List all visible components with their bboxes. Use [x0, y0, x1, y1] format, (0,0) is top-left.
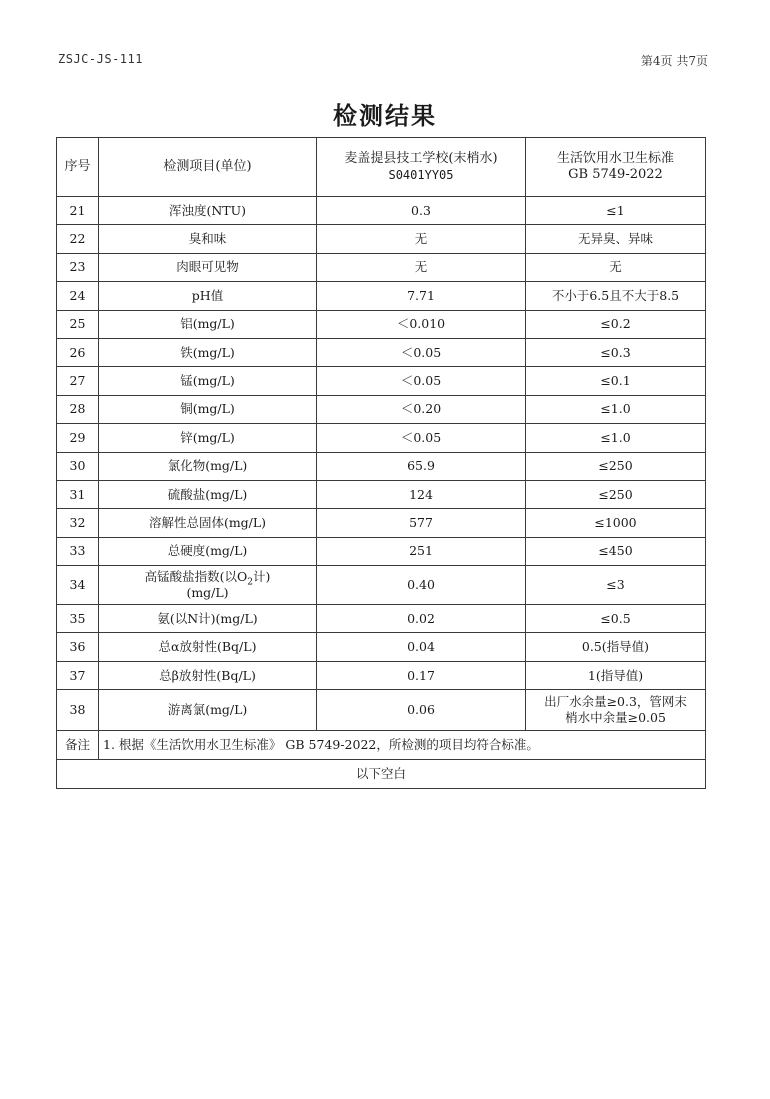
- row-item: 铝(mg/L): [99, 310, 317, 338]
- row-no: 36: [57, 633, 99, 661]
- header-sample-name: 麦盖提县技工学校(末梢水): [344, 151, 498, 166]
- table-row: [57, 566, 706, 605]
- row-no: 26: [57, 338, 99, 366]
- row-limit: ≤1000: [526, 509, 706, 537]
- row-item: 肉眼可见物: [99, 253, 317, 281]
- table-row: [57, 367, 706, 395]
- row-result: 7.71: [317, 282, 526, 310]
- row-item: 游离氯(mg/L): [99, 690, 317, 731]
- row-result: ＜0.05: [317, 367, 526, 395]
- row-no: 27: [57, 367, 99, 395]
- row-limit: 无: [526, 253, 706, 281]
- row-limit: ≤3: [526, 566, 706, 605]
- header-standard: [526, 138, 706, 197]
- row-limit: ≤250: [526, 452, 706, 480]
- row-result: 65.9: [317, 452, 526, 480]
- row-limit-line2: 梢水中余量≥0.05: [565, 710, 666, 726]
- document-code: ZSJC-JS-111: [58, 52, 143, 66]
- row-result: 0.3: [317, 197, 526, 225]
- remarks-text: 1. 根据《生活饮用水卫生标准》 GB 5749-2022，所检测的项目均符合标准。: [99, 731, 706, 760]
- header-standard-code: GB 5749-2022: [568, 167, 663, 182]
- header-sample-id: S0401YY05: [388, 168, 454, 182]
- row-limit: 不小于6.5且不大于8.5: [526, 282, 706, 310]
- row-item: 铜(mg/L): [99, 395, 317, 423]
- row-item: 硫酸盐(mg/L): [99, 480, 317, 508]
- row-limit: ≤250: [526, 480, 706, 508]
- row-no: 32: [57, 509, 99, 537]
- table-row: [57, 338, 706, 366]
- row-limit: ≤0.3: [526, 338, 706, 366]
- row-result: 0.06: [317, 690, 526, 731]
- table-row: [57, 424, 706, 452]
- table-row: [57, 225, 706, 253]
- table-row: [57, 605, 706, 633]
- row-no: 35: [57, 605, 99, 633]
- row-item: 锰(mg/L): [99, 367, 317, 395]
- table-row: [57, 310, 706, 338]
- row-limit: ≤0.2: [526, 310, 706, 338]
- blank-note-row: [57, 760, 706, 789]
- row-limit: 无异臭、异味: [526, 225, 706, 253]
- table-header-row: [57, 138, 706, 197]
- row-limit: ≤0.5: [526, 605, 706, 633]
- row-no: 34: [57, 566, 99, 605]
- row-item: 总硬度(mg/L): [99, 537, 317, 565]
- table-row: [57, 690, 706, 731]
- header-item: 检测项目(单位): [99, 138, 317, 197]
- row-result: 0.40: [317, 566, 526, 605]
- row-item: 铁(mg/L): [99, 338, 317, 366]
- row-result: ＜0.05: [317, 338, 526, 366]
- header-standard-name: 生活饮用水卫生标准: [556, 151, 674, 166]
- table-row: [57, 661, 706, 689]
- row-result: 251: [317, 537, 526, 565]
- row-item: 锌(mg/L): [99, 424, 317, 452]
- table-row: [57, 395, 706, 423]
- row-no: 29: [57, 424, 99, 452]
- row-item: 氨(以N计)(mg/L): [99, 605, 317, 633]
- row-no: 22: [57, 225, 99, 253]
- row-limit: [526, 690, 706, 731]
- table-row: [57, 253, 706, 281]
- table-row: [57, 282, 706, 310]
- table-row: [57, 633, 706, 661]
- row-no: 25: [57, 310, 99, 338]
- header-sample: [317, 138, 526, 197]
- table-row: [57, 197, 706, 225]
- row-limit: ≤1.0: [526, 395, 706, 423]
- row-no: 23: [57, 253, 99, 281]
- row-result: 0.17: [317, 661, 526, 689]
- page-title: 检测结果: [333, 102, 437, 130]
- row-no: 38: [57, 690, 99, 731]
- row-item: 氯化物(mg/L): [99, 452, 317, 480]
- row-result: 124: [317, 480, 526, 508]
- results-table: [56, 137, 706, 789]
- page-info: 第4页 共7页: [640, 54, 708, 68]
- row-no: 33: [57, 537, 99, 565]
- table-row: [57, 537, 706, 565]
- row-no: 24: [57, 282, 99, 310]
- row-item-line2: (mg/L): [186, 585, 229, 601]
- table-row: [57, 452, 706, 480]
- row-limit: ≤0.1: [526, 367, 706, 395]
- remarks-row: [57, 731, 706, 760]
- row-item-line1: 高锰酸盐指数(以$O_2$计): [144, 569, 271, 588]
- row-limit: 1(指导值): [526, 661, 706, 689]
- row-limit: ≤450: [526, 537, 706, 565]
- row-result: 无: [317, 253, 526, 281]
- row-no: 37: [57, 661, 99, 689]
- row-result: 0.02: [317, 605, 526, 633]
- row-no: 28: [57, 395, 99, 423]
- row-limit-line1: 出厂水余量≥0.3，管网末: [544, 694, 687, 710]
- row-result: 0.04: [317, 633, 526, 661]
- table-row: [57, 480, 706, 508]
- remarks-label: 备注: [57, 731, 99, 760]
- row-item: 总α放射性(Bq/L): [99, 633, 317, 661]
- row-result: ＜0.010: [317, 310, 526, 338]
- row-item: 溶解性总固体(mg/L): [99, 509, 317, 537]
- row-limit: ≤1: [526, 197, 706, 225]
- row-no: 21: [57, 197, 99, 225]
- row-result: ＜0.05: [317, 424, 526, 452]
- row-item: 浑浊度(NTU): [99, 197, 317, 225]
- header-no: 序号: [57, 138, 99, 197]
- table-row: [57, 509, 706, 537]
- row-item: 臭和味: [99, 225, 317, 253]
- row-item: pH值: [99, 282, 317, 310]
- row-item: [99, 566, 317, 605]
- row-no: 31: [57, 480, 99, 508]
- row-no: 30: [57, 452, 99, 480]
- row-result: ＜0.20: [317, 395, 526, 423]
- row-result: 577: [317, 509, 526, 537]
- blank-note: 以下空白: [57, 760, 706, 789]
- row-result: 无: [317, 225, 526, 253]
- row-limit: ≤1.0: [526, 424, 706, 452]
- row-item: 总β放射性(Bq/L): [99, 661, 317, 689]
- row-limit: 0.5(指导值): [526, 633, 706, 661]
